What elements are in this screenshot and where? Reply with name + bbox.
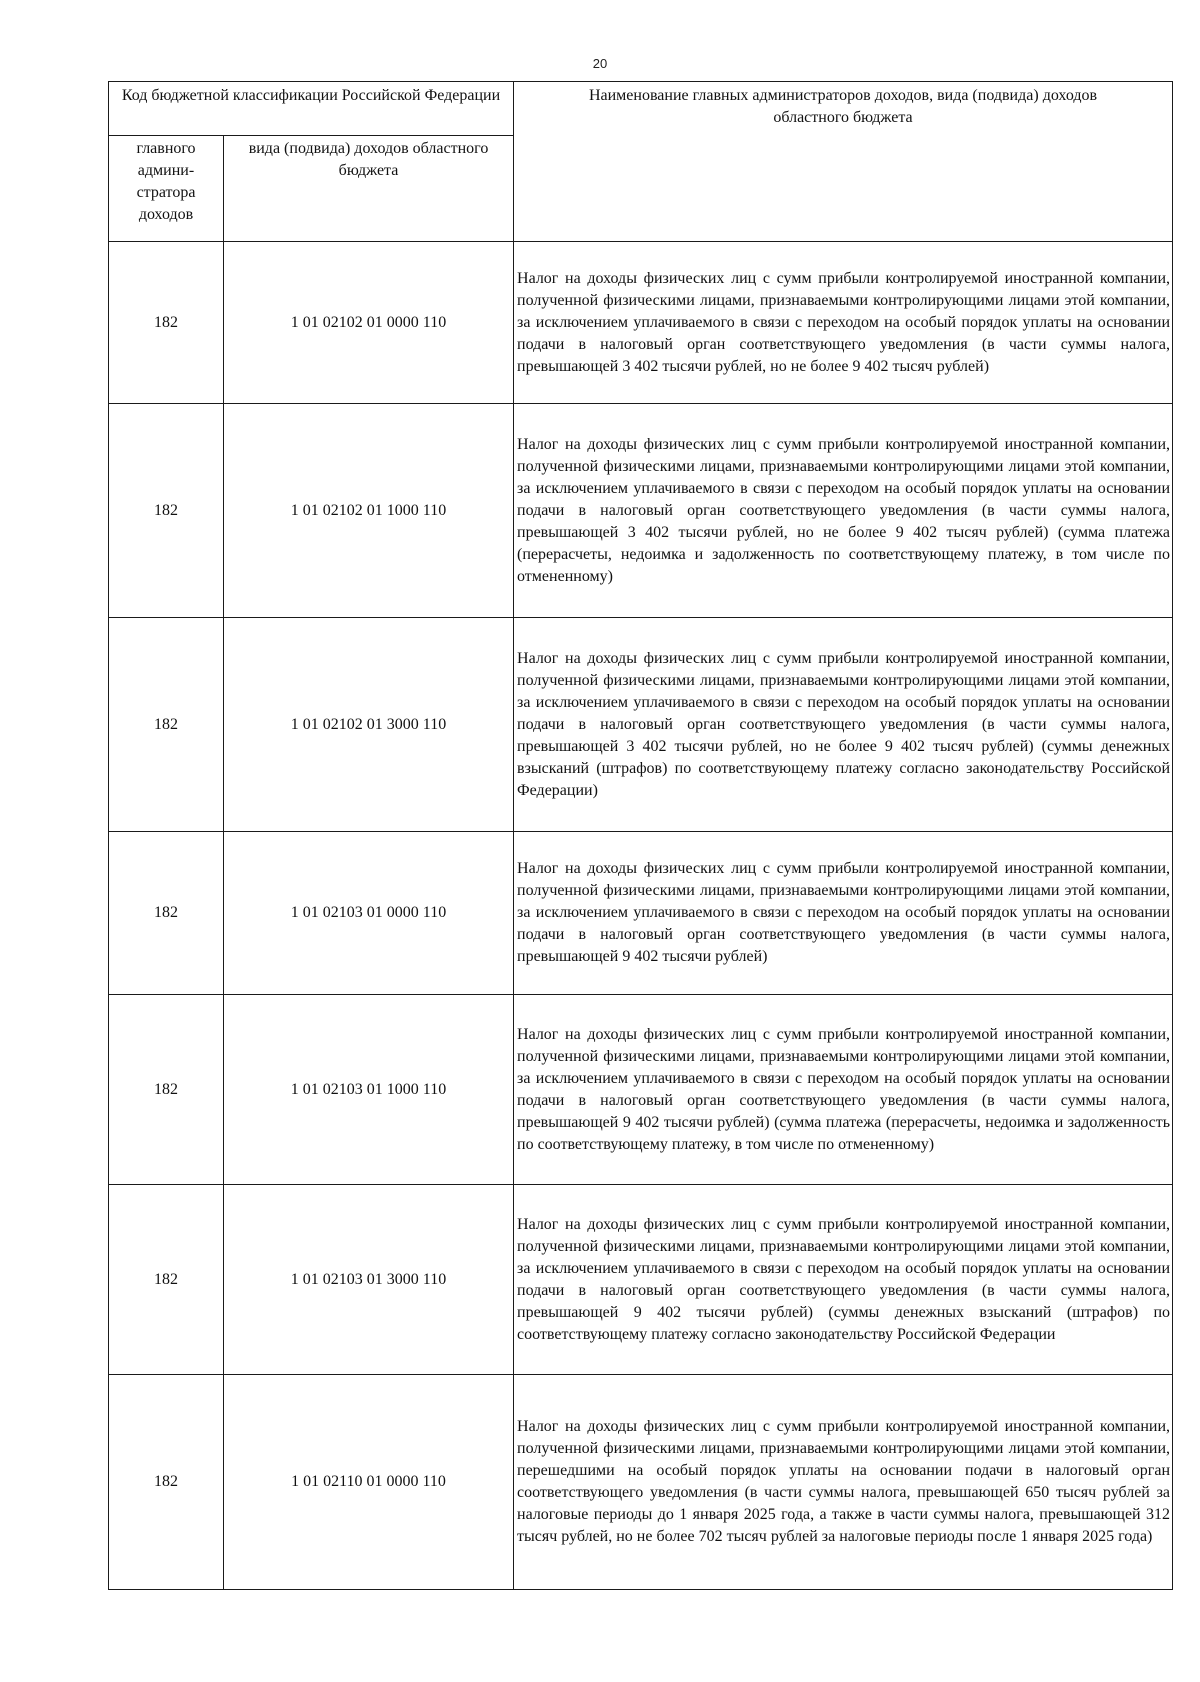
table-row [109, 995, 1173, 1185]
cell-revenue-code: 1 01 02102 01 0000 110 [224, 242, 514, 404]
header-name-column: Наименование главных администраторов доходов, вида (подвида) доходов областного бюджета [514, 82, 1173, 242]
table-row [109, 1375, 1173, 1590]
table-row [109, 832, 1173, 995]
cell-revenue-name: Налог на доходы физических лиц с сумм прибыли контролируемой иностранной компании, полученной физическими лицами, признаваемыми контролирующими лицами этой компании, за исключением уплачиваемого в связи с переходом на особый порядок уплаты на основании подачи в налоговый орган соответствующего уведомления (в части суммы налога, превышающей 9 402 тысячи рублей) (суммы денежных взысканий (штрафов) по соответствующему платежу согласно законодательству Российской Федерации [514, 1185, 1173, 1375]
cell-revenue-name: Налог на доходы физических лиц с сумм прибыли контролируемой иностранной компании, полученной физическими лицами, признаваемыми контролирующими лицами этой компании, за исключением уплачиваемого в связи с переходом на особый порядок уплаты на основании подачи в налоговый орган соответствующего уведомления (в части суммы налога, превышающей 9 402 тысячи рублей) [514, 832, 1173, 995]
page-number: 20 [592, 56, 608, 71]
cell-admin-code: 182 [109, 1375, 224, 1590]
cell-revenue-code: 1 01 02110 01 0000 110 [224, 1375, 514, 1590]
cell-admin-code: 182 [109, 242, 224, 404]
cell-revenue-code: 1 01 02103 01 1000 110 [224, 995, 514, 1185]
cell-revenue-name: Налог на доходы физических лиц с сумм прибыли контролируемой иностранной компании, полученной физическими лицами, признаваемыми контролирующими лицами этой компании, за исключением уплачиваемого в связи с переходом на особый порядок уплаты на основании подачи в налоговый орган соответствующего уведомления (в части суммы налога, превышающей 9 402 тысячи рублей) (сумма платежа (перерасчеты, недоимка и задолженность по соответствующему платежу, в том числе по отмененному) [514, 995, 1173, 1185]
cell-revenue-code: 1 01 02102 01 1000 110 [224, 404, 514, 618]
table-row [109, 404, 1173, 618]
budget-classification-table [108, 81, 1173, 1590]
cell-admin-code: 182 [109, 995, 224, 1185]
table-row [109, 618, 1173, 832]
cell-admin-code: 182 [109, 1185, 224, 1375]
cell-revenue-name: Налог на доходы физических лиц с сумм прибыли контролируемой иностранной компании, полученной физическими лицами, признаваемыми контролирующими лицами этой компании, за исключением уплачиваемого в связи с переходом на особый порядок уплаты на основании подачи в налоговый орган соответствующего уведомления (в части суммы налога, превышающей 3 402 тысячи рублей, но не более 9 402 тысяч рублей) (сумма платежа (перерасчеты, недоимка и задолженность по соответствующему платежу, в том числе по отмененному) [514, 404, 1173, 618]
table-row [109, 1185, 1173, 1375]
cell-admin-code: 182 [109, 832, 224, 995]
table-row [109, 242, 1173, 404]
header-kbk-group: Код бюджетной классификации Российской Федерации [109, 82, 514, 136]
cell-revenue-name: Налог на доходы физических лиц с сумм прибыли контролируемой иностранной компании, полученной физическими лицами, признаваемыми контролирующими лицами этой компании, за исключением уплачиваемого в связи с переходом на особый порядок уплаты на основании подачи в налоговый орган соответствующего уведомления (в части суммы налога, превышающей 3 402 тысячи рублей, но не более 9 402 тысяч рублей) [514, 242, 1173, 404]
cell-admin-code: 182 [109, 404, 224, 618]
cell-revenue-code: 1 01 02103 01 0000 110 [224, 832, 514, 995]
table-header-row [109, 82, 1173, 136]
cell-revenue-code: 1 01 02103 01 3000 110 [224, 1185, 514, 1375]
header-admin-column: главного админи-стратора доходов [109, 136, 224, 242]
cell-revenue-name: Налог на доходы физических лиц с сумм прибыли контролируемой иностранной компании, полученной физическими лицами, признаваемыми контролирующими лицами этой компании, за исключением уплачиваемого в связи с переходом на особый порядок уплаты на основании подачи в налоговый орган соответствующего уведомления (в части суммы налога, превышающей 3 402 тысячи рублей, но не более 9 402 тысяч рублей) (суммы денежных взысканий (штрафов) по соответствующему платежу согласно законодательству Российской Федерации) [514, 618, 1173, 832]
header-code-column: вида (подвида) доходов областного бюджета [224, 136, 514, 242]
cell-revenue-name: Налог на доходы физических лиц с сумм прибыли контролируемой иностранной компании, полученной физическими лицами, признаваемыми контролирующими лицами этой компании, перешедшими на особый порядок уплаты на основании подачи в налоговый орган соответствующего уведомления (в части суммы налога, превышающей 650 тысяч рублей за налоговые периоды до 1 января 2025 года, а также в части суммы налога, превышающей 312 тысяч рублей, но не более 702 тысяч рублей за налоговые периоды после 1 января 2025 года) [514, 1375, 1173, 1590]
cell-revenue-code: 1 01 02102 01 3000 110 [224, 618, 514, 832]
cell-admin-code: 182 [109, 618, 224, 832]
